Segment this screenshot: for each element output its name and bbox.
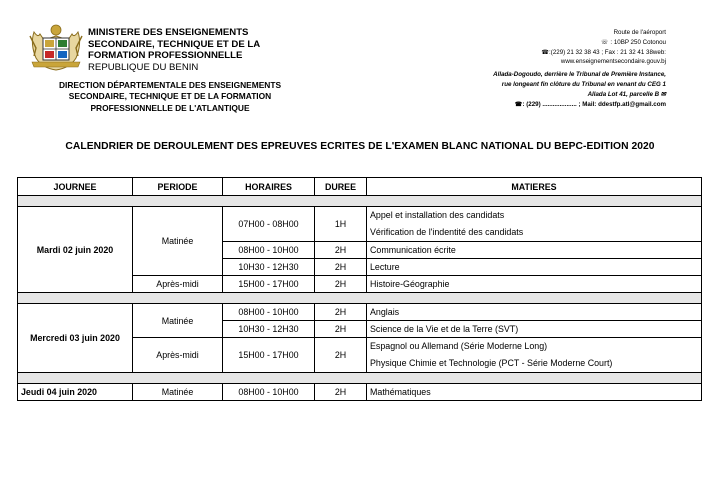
horaire-cell: 08H00 - 10H00 [223,384,315,401]
matiere-line: Vérification de l'indentité des candidats [370,227,524,237]
table-header-row [18,178,702,196]
table-row [18,384,702,401]
matiere-cell: Mathématiques [367,384,702,401]
separator-row [18,293,702,304]
horaire-cell: 10H30 - 12H30 [223,259,315,276]
matiere-cell: Lecture [367,259,702,276]
contact-address: Route de l'aéroport [613,29,666,36]
matiere-cell [367,207,702,242]
separator-row [18,373,702,384]
contact-po-box: ☏ : 10BP 250 Cotonou [600,38,666,46]
duree-cell: 2H [315,259,367,276]
header-duree: DUREE [315,178,367,196]
horaire-cell: 15H00 - 17H00 [223,276,315,293]
matiere-line: Physique Chimie et Technologie (PCT - Série Moderne Court) [370,358,613,368]
exam-calendar-table [17,177,702,401]
table-row [18,304,702,321]
direction-line: PROFESSIONNELLE DE L'ATLANTIQUE [90,102,250,113]
periode-cell: Matinée [133,384,223,401]
direction-heading [42,80,298,114]
matiere-cell: Communication écrite [367,242,702,259]
contact-location: Allada-Dogoudo, derrière le Tribunal de Première Instance, [493,71,666,79]
ministry-heading [88,27,260,73]
table-row [18,207,702,242]
horaire-cell: 08H00 - 10H00 [223,304,315,321]
header-journee: JOURNEE [18,178,133,196]
horaire-cell: 08H00 - 10H00 [223,242,315,259]
benin-coat-of-arms-emblem [28,18,84,74]
duree-cell: 2H [315,276,367,293]
matiere-line: Espagnol ou Allemand (Série Moderne Long) [370,341,548,351]
matiere-cell: Anglais [367,304,702,321]
matiere-cell: Histoire-Géographie [367,276,702,293]
contact-website: www.enseignementsecondaire.gouv.bj [560,58,666,66]
header-matieres: MATIERES [367,178,702,196]
matiere-cell: Science de la Vie et de la Terre (SVT) [367,321,702,338]
journee-cell: Mardi 02 juin 2020 [18,207,133,293]
document-title: CALENDRIER DE DEROULEMENT DES EPREUVES ECRITES DE L'EXAMEN BLANC NATIONAL DU BEPC-EDITION 2020 [65,141,655,152]
contact-phone-fax: ☎:(229) 21 32 38 43 ; Fax : 21 32 41 38web: [541,48,666,56]
separator-row [18,196,702,207]
duree-cell: 2H [315,338,367,373]
contact-lot: Allada Lot 41, parcelle B ✉ [587,90,666,98]
direction-line: SECONDAIRE, TECHNIQUE ET DE LA FORMATION [68,91,272,102]
contact-block [426,28,666,109]
periode-cell: Après-midi [133,276,223,293]
horaire-cell: 07H00 - 08H00 [223,207,315,242]
matiere-cell [367,338,702,373]
horaire-cell: 10H30 - 12H30 [223,321,315,338]
periode-cell: Après-midi [133,338,223,373]
header-periode: PERIODE [133,178,223,196]
journee-cell: Jeudi 04 juin 2020 [18,384,133,401]
matiere-line: Appel et installation des candidats [370,210,505,220]
republic-label: REPUBLIQUE DU BENIN [88,61,199,73]
ministry-line: FORMATION PROFESSIONNELLE [88,50,243,62]
duree-cell: 1H [315,207,367,242]
ministry-line: MINISTERE DES ENSEIGNEMENTS [88,27,249,38]
duree-cell: 2H [315,384,367,401]
ministry-line: SECONDAIRE, TECHNIQUE ET DE LA [88,38,261,50]
duree-cell: 2H [315,304,367,321]
contact-mail: ☎: (229) .................... ; Mail: ddestfp.atl@gmail.com [514,100,666,108]
periode-cell: Matinée [133,304,223,338]
direction-line: DIRECTION DÉPARTEMENTALE DES ENSEIGNEMENTS [58,80,282,90]
horaire-cell: 15H00 - 17H00 [223,338,315,373]
contact-location-detail: rue longeant fin clôture du Tribunal en venant du CEG 1 [501,80,666,88]
duree-cell: 2H [315,242,367,259]
duree-cell: 2H [315,321,367,338]
journee-cell: Mercredi 03 juin 2020 [18,304,133,373]
periode-cell: Matinée [133,207,223,276]
header-horaires: HORAIRES [223,178,315,196]
